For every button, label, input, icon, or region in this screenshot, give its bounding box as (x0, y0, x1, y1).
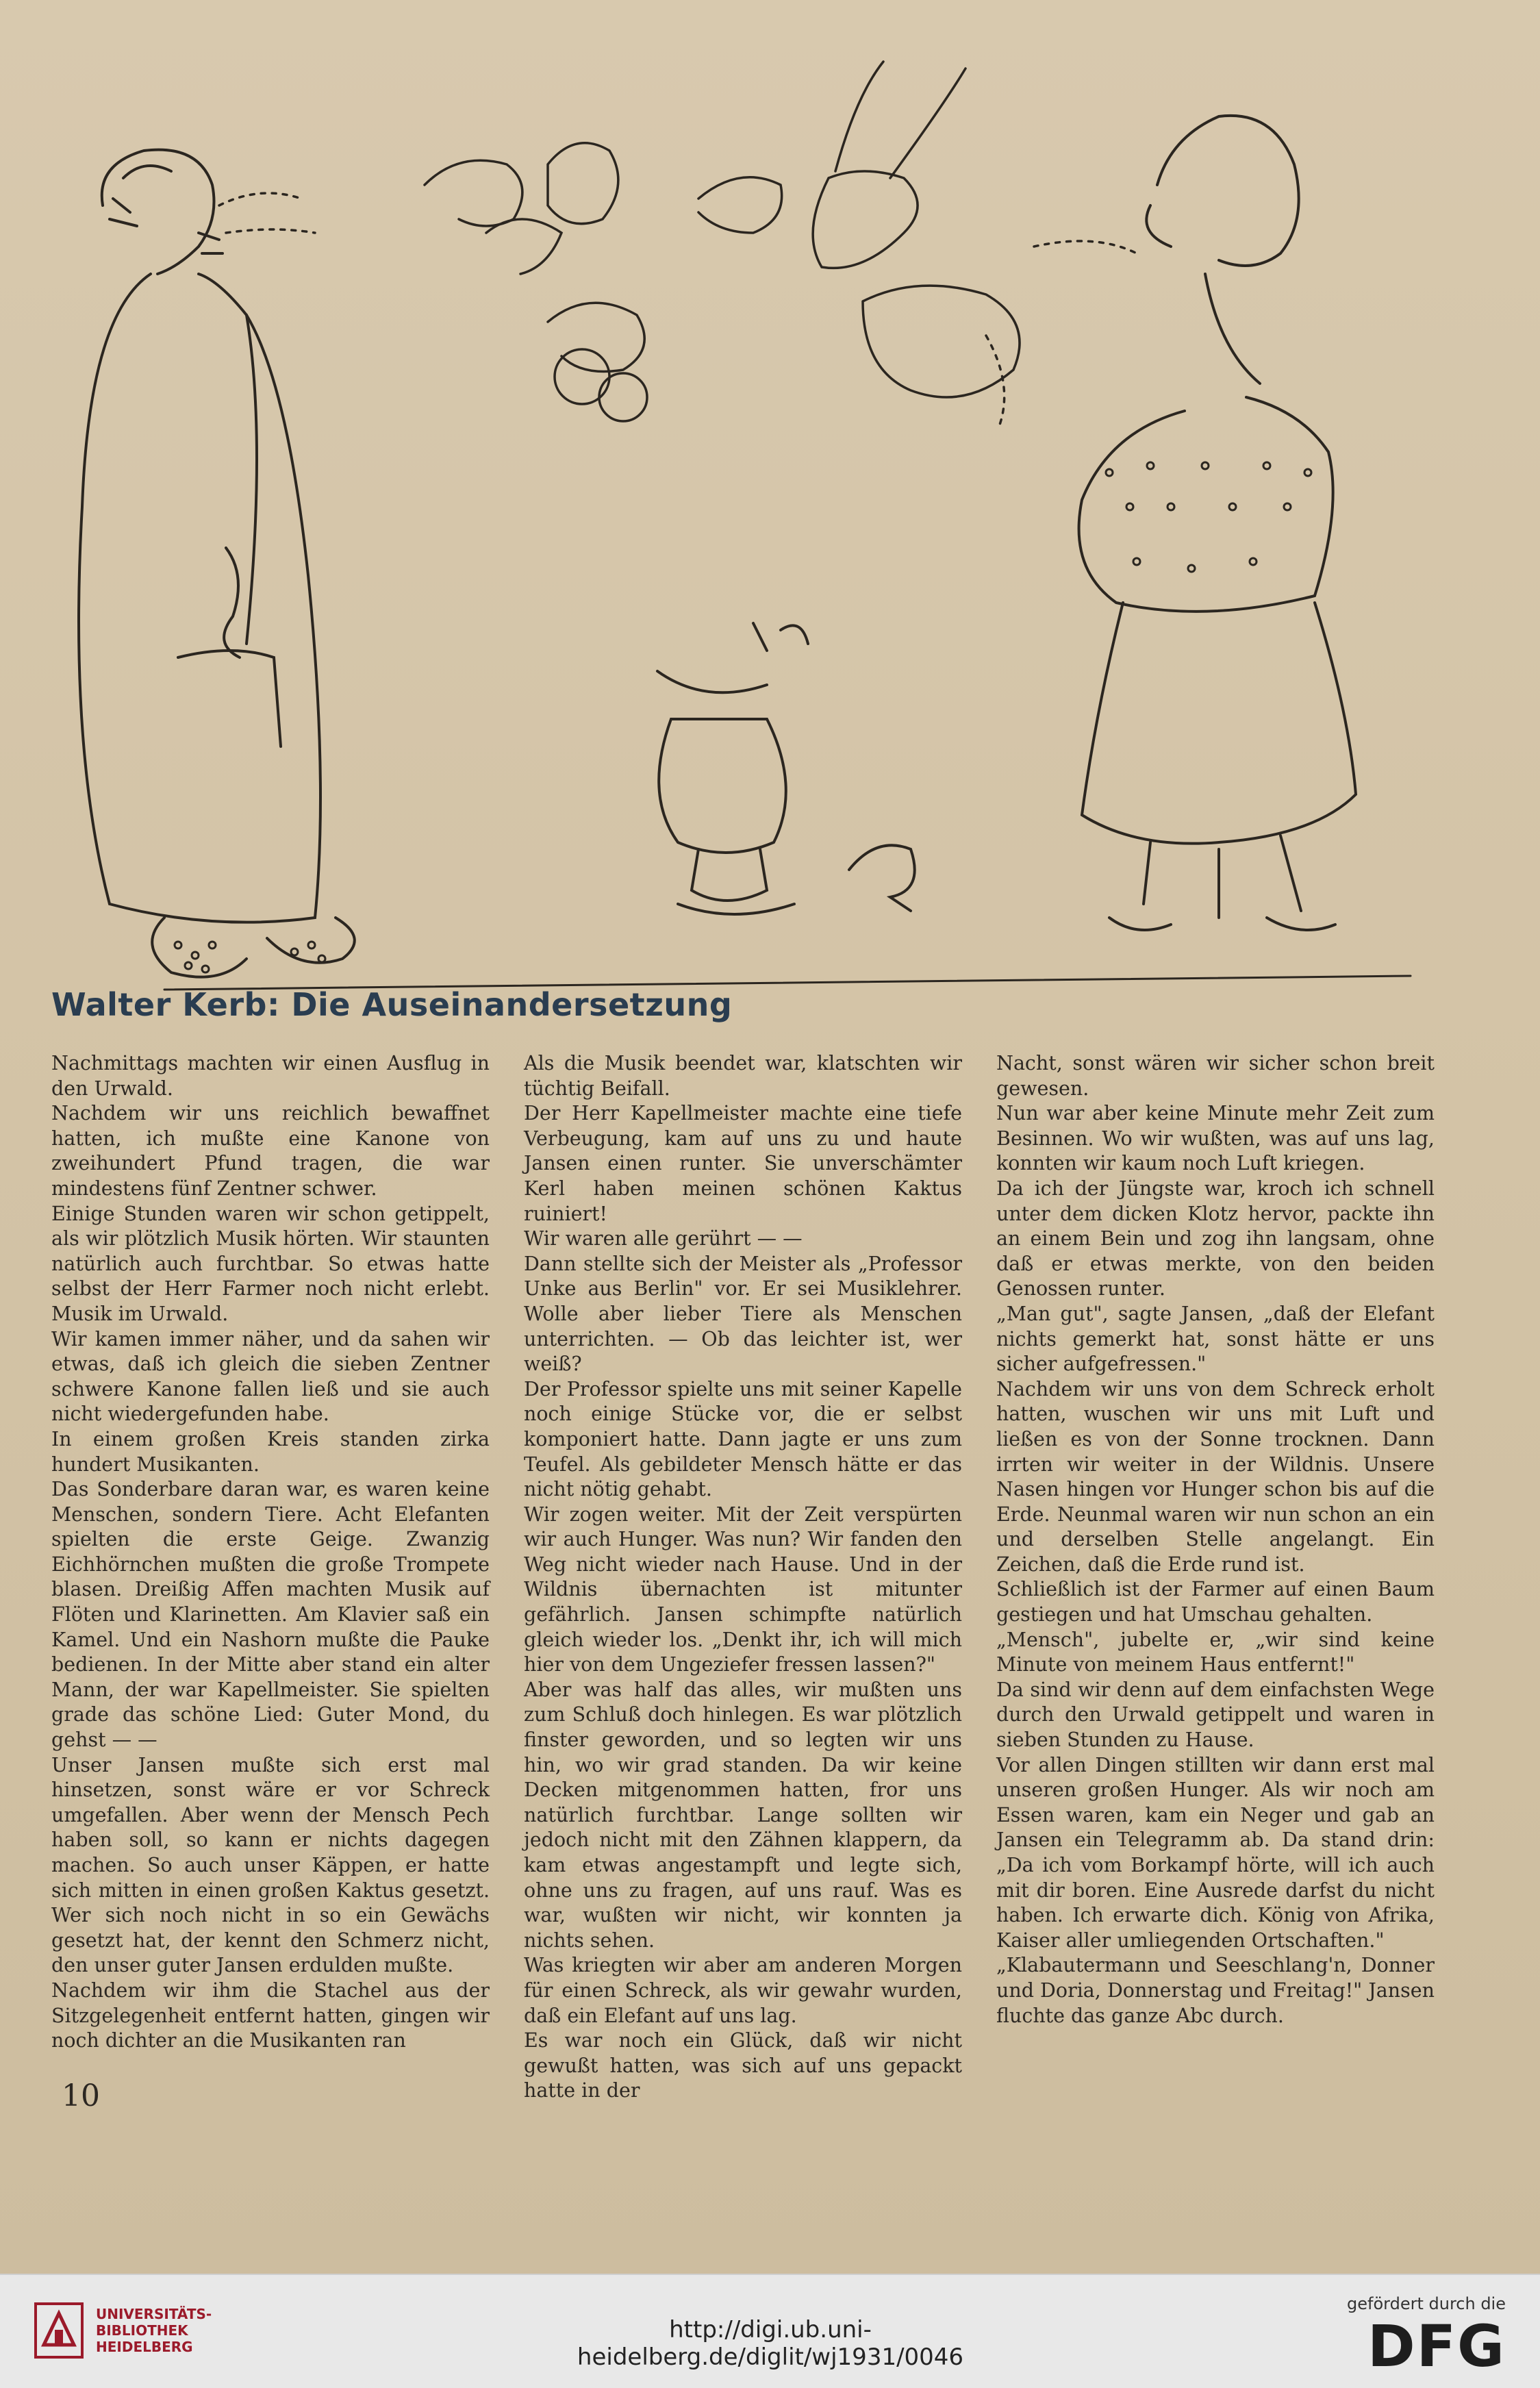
paragraph: Der Herr Kapellmeister machte eine tiefe Verbeugung, kam auf uns zu und haute Jansen einen runter. Sie unverschämter Kerl haben meinen schönen Kaktus ruiniert! (524, 1102, 962, 1225)
paragraph: In einem großen Kreis standen zirka hundert Musikanten. (51, 1427, 490, 1476)
woman-figure (1079, 116, 1356, 930)
paragraph: Was kriegten wir aber am anderen Morgen für einen Schreck, als wir gewahr wurden, daß ein Elefant auf uns lag. (524, 1954, 962, 2027)
text-column-2 (524, 1051, 962, 2104)
text-column-1 (51, 1051, 490, 2054)
paragraph: „Man gut", sagte Jansen, „daß der Elefant nichts gemerkt hat, sonst hätte er uns sicher aufgefressen." (996, 1302, 1435, 1376)
university-seal-icon[interactable] (34, 2302, 84, 2359)
uni-line-1: UNIVERSITÄTS- (96, 2306, 212, 2322)
paragraph: Aber was half das alles, wir mußten uns zum Schluß doch hinlegen. Es war plötzlich finster geworden, und so legten wir uns hin, wo wir grad standen. Da wir keine Decken mitgenommen hatten, fror uns natürlich furchtbar. Lange sollten wir jedoch nicht mit den Zähnen klappern, da kam etwas angestampft und legte sich, ohne uns zu fragen, auf uns rauf. Was es war, wußten wir nicht, wir konnten ja nichts sehen. (524, 1678, 962, 1952)
paragraph: Schließlich ist der Farmer auf einen Baum gestiegen und hat Umschau gehalten. (996, 1578, 1435, 1626)
document-url-link[interactable]: http://digi.ub.uni-heidelberg.de/diglit/wj1931/0046 (577, 2316, 964, 2371)
paragraph: Nachmittags machten wir einen Ausflug in den Urwald. (51, 1052, 490, 1100)
paragraph: „Klabautermann und Seeschlang'n, Donner und Doria, Donnerstag und Freitag!" Jansen fluchte das ganze Abc durch. (996, 1954, 1435, 2027)
paragraph: Wir waren alle gerührt — — (524, 1227, 803, 1250)
uni-line-3: HEIDELBERG (96, 2339, 193, 2355)
man-figure (79, 150, 355, 977)
paragraph: Nachdem wir ihm die Stachel aus der Sitzgelegenheit entfernt hatten, gingen wir noch dichter an die Musikanten ran (51, 1978, 490, 2052)
paragraph: Dann stellte sich der Meister als „Professor Unke aus Berlin" vor. Er sei Musiklehrer. Wolle aber lieber Tiere als Menschen unterrichten. — Ob das leichter ist, wer weiß? (524, 1252, 962, 1376)
paragraph: Nachdem wir uns von dem Schreck erholt hatten, wuschen wir uns mit Luft und ließen es von der Sonne trocknen. Dann irrten wir weiter in der Wildnis. Unsere Nasen hingen vor Hunger schon bis auf die Erde. Neunmal waren wir nun schon an ein und derselben Stelle angelangt. Ein Zeichen, daß die Erde rund ist. (996, 1377, 1435, 1576)
insult-creatures (219, 62, 1137, 425)
paragraph: Das Sonderbare daran war, es waren keine Menschen, sondern Tiere. Acht Elefanten spielten die erste Geige. Zwanzig Eichhörnchen mußten die große Trompete blasen. Dreißig Affen machten Musik auf Flöten und Klarinetten. Am Klavier saß ein Kamel. Und ein Nashorn mußte die Pauke bedienen. In der Mitte aber stand ein alter Mann, der war Kapellmeister. Sie spielten grade das schöne Lied: Guter Mond, du gehst — — (51, 1478, 490, 1752)
paragraph: Da ich der Jüngste war, kroch ich schnell unter dem dicken Klotz hervor, packte ihn an einem Bein und zog ihn langsam, ohne daß er etwas merkte, von den beiden Genossen runter. (996, 1177, 1435, 1300)
paragraph: Wir zogen weiter. Mit der Zeit verspürten wir auch Hunger. Was nun? Wir fanden den Weg nicht wieder nach Hause. Und in der Wildnis übernachten ist mitunter gefährlich. Jansen schimpfte natürlich gleich wieder los. „Denkt ihr, ich will mich hier von dem Ungeziefer fressen lassen?" (524, 1503, 962, 1676)
page-number: 10 (62, 2078, 100, 2113)
university-library-label[interactable] (96, 2306, 212, 2355)
cartoon-illustration (41, 27, 1479, 1000)
funding-label: gefördert durch die (1347, 2294, 1506, 2313)
paragraph: Wir kamen immer näher, und da sahen wir etwas, daß ich gleich die sieben Zentner schwere Kanone fallen ließ und sie auch nicht wiedergefunden habe. (51, 1327, 490, 1426)
dfg-logo[interactable]: DFG (1367, 2313, 1506, 2380)
paragraph: Unser Jansen mußte sich erst mal hinsetzen, sonst wäre er vor Schreck umgefallen. Aber wenn der Mensch Pech haben soll, so kann er nichts dagegen machen. So auch unser Käppen, er hatte sich mitten in einen großen Kaktus gesetzt. Wer sich noch nicht in so ein Gewächs gesetzt hat, der kennt den Schmerz nicht, den unser guter Jansen erdulden mußte. (51, 1753, 490, 1977)
text-column-3 (996, 1051, 1435, 2028)
vase-with-cactus (657, 623, 915, 914)
article-title: Walter Kerb: Die Auseinandersetzung (51, 986, 733, 1023)
paragraph: Vor allen Dingen stillten wir dann erst mal unseren großen Hunger. Als wir noch am Essen waren, kam ein Neger und gab an Jansen ein Telegramm ab. Da stand drin: „Da ich vom Borkampf hörte, will ich auch mit dir boren. Eine Ausrede darfst du nicht haben. Ich erwarte dich. König von Afrika, Kaiser aller umliegenden Ortschaften." (996, 1753, 1435, 1952)
paragraph: „Mensch", jubelte er, „wir sind keine Minute von meinem Haus entfernt!" (996, 1628, 1435, 1676)
uni-line-2: BIBLIOTHEK (96, 2322, 188, 2339)
paragraph: Es war noch ein Glück, daß wir nicht gewußt hatten, was sich auf uns gepackt hatte in der (524, 2029, 962, 2102)
viewer-footer (0, 2274, 1540, 2388)
paragraph: Der Professor spielte uns mit seiner Kapelle noch einige Stücke vor, die er selbst komponiert hatte. Dann jagte er uns zum Teufel. Als gebildeter Mensch hätte er das nicht nötig gehabt. (524, 1377, 962, 1501)
paragraph: Da sind wir denn auf dem einfachsten Wege durch den Urwald getippelt und waren in sieben Stunden zu Hause. (996, 1678, 1435, 1752)
paragraph: Einige Stunden waren wir schon getippelt, als wir plötzlich Musik hörten. Wir staunten natürlich auch furchtbar. So etwas hatte selbst der Herr Farmer noch nicht erlebt. Musik im Urwald. (51, 1202, 490, 1325)
paragraph: Nacht, sonst wären wir sicher schon breit gewesen. (996, 1052, 1435, 1100)
paragraph: Nachdem wir uns reichlich bewaffnet hatten, ich mußte eine Kanone von zweihundert Pfund tragen, die war mindestens fünf Zentner schwer. (51, 1102, 490, 1200)
paragraph: Nun war aber keine Minute mehr Zeit zum Besinnen. Wo wir wußten, was auf uns lag, konnten wir kaum noch Luft kriegen. (996, 1102, 1435, 1175)
paragraph: Als die Musik beendet war, klatschten wir tüchtig Beifall. (524, 1052, 962, 1100)
